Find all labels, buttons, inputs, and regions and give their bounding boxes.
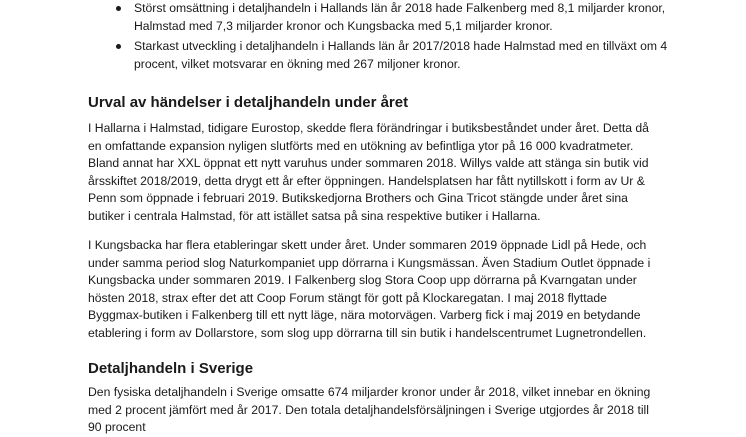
bullet-item: Störst omsättning i detaljhandeln i Hallands län år 2018 hade Falkenberg med 8,1 miljarder kronor, Halmstad med 7,3 miljarder kronor och Kungsbacka med 5,1 miljarder kronor. bbox=[116, 0, 676, 35]
paragraph-sweden: Den fysiska detaljhandeln i Sverige omsatte 674 miljarder kronor under år 2018, vilket innebar en ökning med 2 procent jämfört med år 2017. Den totala detaljhandelsförsäljningen i Sverige utgjordes år 2018 till 90 procent bbox=[88, 385, 651, 434]
paragraph-kungsbacka: I Kungsbacka har flera etableringar skett under året. Under sommaren 2019 öppnade Lidl på Hede, och under samma period slog Naturkompaniet upp dörrarna i Kungsmässan. Även Stadium Outlet öppnade i Kungsbacka under sommaren 2019. I Falkenberg slog Stora Coop upp dörrarna på Kvarngatan under hösten 2018, strax efter det att Coop Forum stängt för gott på Klockaregatan. I maj 2018 flyttade Byggmax-butiken i Falkenberg till ett nytt läge, nära motorvägen. Varberg fick i maj 2019 en betydande etablering i form av Dollarstore, som slog upp dörrarna till sin butik i handelscentrumet Lugnetrondellen. bbox=[88, 238, 651, 340]
section-heading-sweden: Detaljhandeln i Sverige bbox=[88, 360, 254, 377]
paragraph-hallarna: I Hallarna i Halmstad, tidigare Eurostop, skedde flera förändringar i butiksbeståndet under året. Detta då en omfattande expansion nyligen slutförts med en utökning av befintliga ytor på 16 000 kvadratmeter. Bland annat har XXL öppnat ett nytt varuhus under sommaren 2018. Willys valde att stänga sin butik vid årsskiftet 2018/2019, detta drygt ett år efter öppningen. Handelsplatsen har fått nytillskott i form av Ur & Penn som öppnade i februari 2019. Butikskedjorna Brothers och Gina Tricot stängde under året sina butiker i centrala Halmstad, för att istället satsa på sina respektive butiker i Hallarna. bbox=[88, 121, 649, 223]
bullet-list bbox=[116, 0, 676, 73]
section-heading-events: Urval av händelser i detaljhandeln under året bbox=[88, 94, 409, 111]
bullet-item: Starkast utveckling i detaljhandeln i Hallands län år 2017/2018 hade Halmstad med en tillväxt om 4 procent, vilket motsvarar en ökning med 267 miljoner kronor. bbox=[116, 38, 676, 73]
